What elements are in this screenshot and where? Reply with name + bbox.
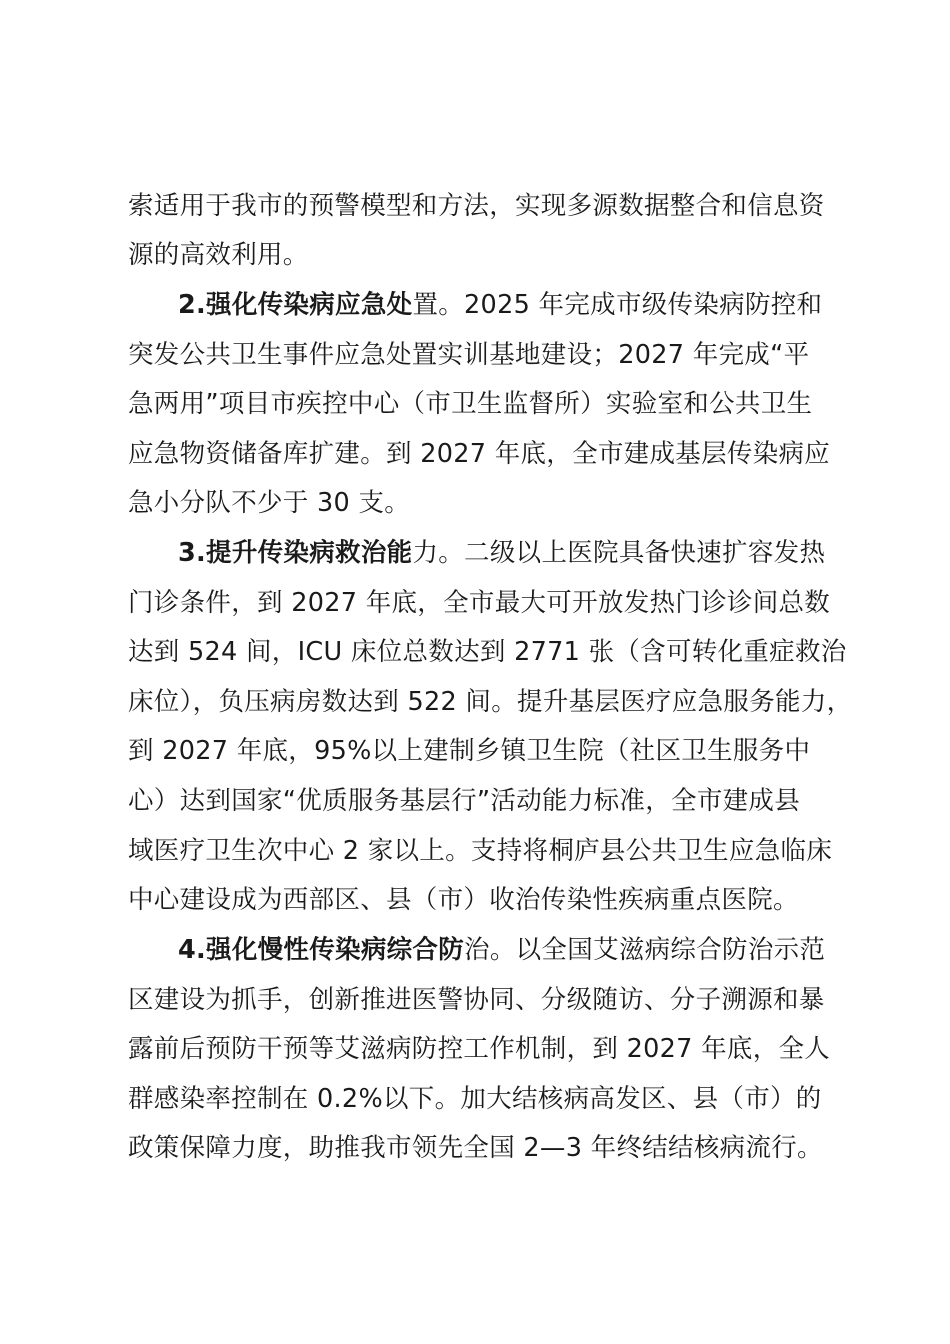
paragraph-line: 区建设为抓手，创新推进医警协同、分级随访、分子溯源和暴 xyxy=(128,985,825,1015)
paragraph-line: 急两用”项目市疾控中心（市卫生监督所）实验室和公共卫生 xyxy=(128,389,813,419)
paragraph-line: 索适用于我市的预警模型和方法，实现多源数据整合和信息资 xyxy=(128,191,825,221)
paragraph-line: 应急物资储备库扩建。到 2027 年底，全市建成基层传染病应 xyxy=(128,439,831,469)
paragraph-line: 门诊条件，到 2027 年底，全市最大可开放发热门诊诊间总数 xyxy=(128,588,831,618)
paragraph-line: 突发公共卫生事件应急处置实训基地建设；2027 年完成“平 xyxy=(128,340,810,370)
paragraph-line: 到 2027 年底，95%以上建制乡镇卫生院（社区卫生服务中 xyxy=(128,736,811,766)
section-heading: 3.提升传染病救治能 xyxy=(178,538,413,568)
paragraph-line: 心）达到国家“优质服务基层行”活动能力标准，全市建成县 xyxy=(128,786,801,816)
paragraph-first-line xyxy=(178,536,825,570)
paragraph-text: 置。2025 年完成市级传染病防控和 xyxy=(412,290,823,320)
section-heading: 2.强化传染病应急处 xyxy=(178,290,413,320)
paragraph-line: 中心建设成为西部区、县（市）收治传染性疾病重点医院。 xyxy=(128,885,799,915)
section-heading: 4.强化慢性传染病综合防 xyxy=(178,935,465,965)
paragraph-text: 力。二级以上医院具备快速扩容发热 xyxy=(412,538,826,568)
paragraph-line: 床位），负压病房数达到 522 间。提升基层医疗应急服务能力， xyxy=(128,687,853,717)
paragraph-first-line xyxy=(178,288,822,322)
paragraph-line: 急小分队不少于 30 支。 xyxy=(128,488,411,518)
paragraph-line: 源的高效利用。 xyxy=(128,240,309,270)
paragraph-line: 域医疗卫生次中心 2 家以上。支持将桐庐县公共卫生应急临床 xyxy=(128,836,833,866)
paragraph-first-line xyxy=(178,933,825,967)
paragraph-text: 治。以全国艾滋病综合防治示范 xyxy=(464,935,826,965)
paragraph-line: 群感染率控制在 0.2%以下。加大结核病高发区、县（市）的 xyxy=(128,1084,822,1114)
paragraph-line: 达到 524 间，ICU 床位总数达到 2771 张（含可转化重症救治 xyxy=(128,637,847,667)
paragraph-line: 政策保障力度，助推我市领先全国 2—3 年终结结核病流行。 xyxy=(128,1133,823,1163)
paragraph-line: 露前后预防干预等艾滋病防控工作机制，到 2027 年底，全人 xyxy=(128,1034,831,1064)
